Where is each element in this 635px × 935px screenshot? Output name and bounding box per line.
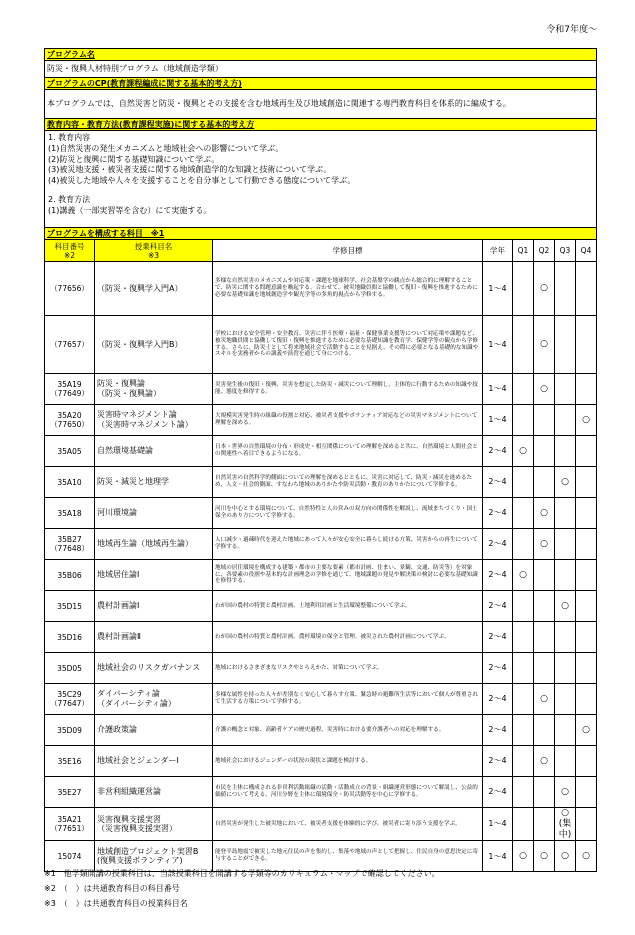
course-goal: 多様な属性を持った人々が差別なく安心して暮らす方策、緊急時の避難所生活等において個人が尊重されて生活する方策について学修する。: [213, 684, 483, 715]
course-code-main: 35A18: [57, 508, 82, 518]
course-name-main: 地域社会とジェンダーⅠ: [97, 756, 179, 766]
course-code-common: （77651）: [50, 824, 89, 834]
course-name-main: 災害復興支援実習: [97, 814, 161, 824]
course-q2: [534, 653, 555, 684]
method-line: (1)講義（一部実習等を含む）にて実施する。: [48, 205, 212, 215]
course-year: 2～4: [483, 715, 513, 746]
course-q2: [534, 405, 555, 436]
course-q4: [576, 746, 597, 777]
course-code: [45, 436, 95, 467]
course-goal: 学校における安全管理・安全教育、災害に伴う医療・福祉・保健事業支援等について対応策や課題など、被災地職員間と協働して復旧・復興を推進するために必要な基礎知識を教育学、保健学等の観点から学修する。さらに、防災士として将来地域社会で活動することを見据え、その際に必要となる基礎的な知識やスキルを実務者からの講義や演習を通じて身につける。: [213, 316, 483, 374]
course-year: 2～4: [483, 529, 513, 560]
table-row: [45, 436, 597, 467]
table-row: [45, 405, 597, 436]
program-name: 防災・復興人材特別プログラム（地域創造学類）: [45, 61, 597, 78]
course-code: [45, 746, 95, 777]
course-q2: [534, 560, 555, 591]
table-row: [45, 746, 597, 777]
course-name-common: （災害時マネジメント論）: [97, 420, 193, 429]
method-header: 教育内容・教育方法(教育課程実施)に関する基本的考え方: [45, 119, 597, 131]
program-table: [44, 48, 597, 872]
course-code-main: 35B06: [57, 570, 82, 580]
courses-header: プログラムを構成する科目 ※1: [45, 228, 597, 240]
method-line: (1)自然災害の発生メカニズムと地域社会への影響について学ぶ。: [48, 143, 284, 153]
course-code-main: 35A10: [57, 477, 82, 487]
course-q4: [576, 808, 597, 841]
course-year: 1～4: [483, 808, 513, 841]
course-q1: [513, 316, 534, 374]
note-2: ※2 （ ）は共通教育科目の科目番号: [44, 884, 180, 893]
course-q1: [513, 467, 534, 498]
course-code-common: （77647）: [50, 699, 89, 708]
course-name: [95, 316, 213, 374]
course-q1: [513, 405, 534, 436]
course-name-main: 介護政策論: [97, 725, 137, 735]
course-name-main: 防災・減災と地理学: [97, 477, 169, 487]
course-code: [45, 529, 95, 560]
course-name-main: （防災・復興学入門A）: [97, 283, 183, 293]
table-row: [45, 684, 597, 715]
course-year: 1～4: [483, 374, 513, 405]
course-goal: 地域社会におけるジェンダーの状況の現状と課題を検討する。: [213, 746, 483, 777]
course-q2: ○: [534, 529, 555, 560]
course-q3: [555, 622, 576, 653]
course-name-main: ダイバーシティ論: [97, 689, 160, 699]
course-name: [95, 715, 213, 746]
course-name: [95, 684, 213, 715]
course-q2: ○: [534, 684, 555, 715]
course-code-common: （77657）: [50, 340, 89, 349]
course-code: [45, 591, 95, 622]
course-q2: [534, 808, 555, 841]
table-row: [45, 529, 597, 560]
method-line: [48, 187, 593, 195]
course-year: 2～4: [483, 746, 513, 777]
note-3: ※3 （ ）は共通教育科目の授業科目名: [44, 899, 188, 908]
course-goal: 日本・世界の自然環境の分布・形成史・相互関係についての理解を深めると共に、自然環境と人間社会との関連性へ着目できるようになる。: [213, 436, 483, 467]
course-code-main: 35D05: [57, 663, 82, 673]
course-name-main: 地域社会のリスクガバナンス: [97, 663, 201, 673]
course-q3: [555, 374, 576, 405]
course-name-main: 地域再生論（地域再生論）: [97, 539, 193, 549]
course-code-main: 35A19: [57, 380, 82, 389]
cp-header: プログラムのCP(教育課程編成に関する基本的考え方): [45, 78, 597, 90]
course-q2: ○: [534, 498, 555, 529]
course-q1: [513, 684, 534, 715]
course-year: 1～4: [483, 405, 513, 436]
course-q4: [576, 684, 597, 715]
col-code: 科目番号 ※2: [45, 240, 95, 262]
course-q1: ○: [513, 436, 534, 467]
note-1: ※1 他学類開講の授業科目は、当該授業科目を開講する学類等のカリキュラム・マップで確認してください。: [44, 869, 440, 878]
course-code: [45, 653, 95, 684]
col-q4: Q4: [576, 240, 597, 262]
table-row: [45, 777, 597, 808]
table-row: [45, 316, 597, 374]
course-q1: [513, 715, 534, 746]
course-q4: [576, 777, 597, 808]
course-goal: 多様な自然災害のメカニズムや対応策・課題を地球科学、社会基盤学の観点から総合的に理解することで、防災に関する問題意識を喚起する。合わせて、被災地職員間と協働して復旧・復興を推進するために必要な基礎知識を地域創造学や観光学等の多角的視点から学修する。: [213, 262, 483, 316]
course-q4: [576, 498, 597, 529]
course-q3: [555, 436, 576, 467]
course-goal: 介護の概念と対象、高齢者ケアの歴史過程、災害時における要介護者への対応を理解する。: [213, 715, 483, 746]
method-text: [45, 131, 597, 228]
course-q3: [555, 684, 576, 715]
course-q3: ○: [555, 841, 576, 872]
course-q4: [576, 591, 597, 622]
course-name: [95, 777, 213, 808]
course-name: [95, 560, 213, 591]
course-goal: 大規模災害発生時の組織の役割と対応、被災者支援やボランティア対応などの災害マネジメントについて理解を深める。: [213, 405, 483, 436]
course-q3: ○: [555, 467, 576, 498]
table-row: [45, 262, 597, 316]
course-goal: 地域の居住環境を構成する建築・都市の主要な要素（都市計画、住まい、景観、交通、防災等）を対象に、各要素の役割や基本的な計画理念の学修を通じて、地域課題の発見や解決策の検討に必要な基礎知識を修得する。: [213, 560, 483, 591]
course-code-main: 35E27: [57, 787, 82, 797]
course-year: 2～4: [483, 684, 513, 715]
table-row: [45, 622, 597, 653]
course-q4: [576, 467, 597, 498]
course-name-main: 農村計画論Ⅰ: [97, 601, 140, 611]
course-q2: [534, 622, 555, 653]
course-year: 2～4: [483, 777, 513, 808]
course-code: [45, 777, 95, 808]
course-q3: [555, 316, 576, 374]
course-q2: ○: [534, 841, 555, 872]
course-q3: ○: [555, 777, 576, 808]
course-q4: [576, 374, 597, 405]
col-name: 授業科目名 ※3: [95, 240, 213, 262]
course-year: 2～4: [483, 653, 513, 684]
course-q1: ○: [513, 560, 534, 591]
course-year: 1～4: [483, 316, 513, 374]
course-q2: ○: [534, 746, 555, 777]
col-q3: Q3: [555, 240, 576, 262]
course-q2: [534, 777, 555, 808]
course-name-main: （防災・復興学入門B）: [97, 339, 183, 349]
course-q1: ○: [513, 841, 534, 872]
method-line: 2. 教育方法: [48, 194, 91, 204]
course-name-common: (復興支援ボランティア): [97, 856, 183, 866]
course-year: 2～4: [483, 591, 513, 622]
course-code: [45, 316, 95, 374]
method-line: 1. 教育内容: [48, 133, 91, 142]
course-code-main: 15074: [57, 851, 82, 861]
method-line: (2)防災と復興に関する基礎知識について学ぶ。: [48, 154, 220, 164]
course-name: [95, 498, 213, 529]
course-q2: [534, 591, 555, 622]
program-name-header: プログラム名: [45, 49, 597, 61]
course-q3: [555, 262, 576, 316]
course-goal: 自然災害が発生した被災地において、被災者支援を体験的に学び、被災者に寄り添う支援を学ぶ。: [213, 808, 483, 841]
cp-text: 本プログラムでは、自然災害と防災・復興とその支援を含む地域再生及び地域創造に関連する専門教育科目を体系的に編成する。: [45, 90, 597, 119]
course-name: [95, 622, 213, 653]
course-name-main: 農村計画論Ⅱ: [97, 632, 141, 642]
course-code-main: 35E16: [57, 756, 82, 766]
course-name: [95, 808, 213, 841]
course-goal: 人口減少・過疎時代を迎えた地域にあって人々が安心安全に暮らし続ける方策、災害からの再生について学修する。: [213, 529, 483, 560]
course-name: [95, 529, 213, 560]
course-code-main: 35D15: [57, 601, 82, 611]
course-q3: [555, 529, 576, 560]
course-q1: [513, 653, 534, 684]
course-name: [95, 591, 213, 622]
table-row: [45, 591, 597, 622]
course-year: 1～4: [483, 841, 513, 872]
course-code: [45, 715, 95, 746]
course-name: [95, 262, 213, 316]
course-goal: 能登半島地震で被災した地元住民の声を集約し、集落や地域の声として把握し、住民自身の意思決定に寄与することができる。: [213, 841, 483, 872]
course-year: 2～4: [483, 498, 513, 529]
year-label: 令和7年度～: [546, 25, 597, 35]
course-goal: わが国の農村の特質と農村計画、農村環境の保全と管理、被災された農村計画について学ぶ。: [213, 622, 483, 653]
table-row: [45, 808, 597, 841]
course-code-main: 35D16: [57, 632, 82, 642]
course-year: 2～4: [483, 560, 513, 591]
course-code-common: （77650）: [50, 420, 89, 429]
course-year: 2～4: [483, 467, 513, 498]
course-name-main: 非営利組織運営論: [97, 787, 161, 797]
course-code: [45, 808, 95, 841]
course-name-main: 地域創造プロジェクト実習B: [97, 846, 199, 856]
course-q4: ○: [576, 841, 597, 872]
course-q1: [513, 622, 534, 653]
course-q1: [513, 529, 534, 560]
course-q3: [555, 715, 576, 746]
course-q1: [513, 262, 534, 316]
notes: [44, 866, 440, 911]
course-code: [45, 405, 95, 436]
course-code-common: （77648）: [50, 544, 89, 553]
course-q1: [513, 746, 534, 777]
course-q3: [555, 653, 576, 684]
col-year: 学年: [483, 240, 513, 262]
course-code: [45, 560, 95, 591]
course-code-common: （77649）: [50, 389, 89, 398]
course-goal: 地域におけるさまざまなリスクやとらえかた、対策について学ぶ。: [213, 653, 483, 684]
course-q4: ○: [576, 715, 597, 746]
course-code-main: 35A21: [57, 815, 82, 825]
method-line: (3)被災地支援・被災者支援に関する地域創造学的な知識と技術について学ぶ。: [48, 165, 332, 175]
course-name: [95, 467, 213, 498]
course-name-common: （災害復興支援実習）: [97, 824, 177, 834]
course-q2: ○: [534, 374, 555, 405]
course-code-main: 35C29: [57, 690, 82, 699]
course-code: [45, 622, 95, 653]
table-row: [45, 715, 597, 746]
course-code: [45, 498, 95, 529]
course-q3: [555, 405, 576, 436]
table-row: [45, 467, 597, 498]
course-name-main: 災害時マネジメント論: [97, 410, 177, 420]
course-q2: ○: [534, 316, 555, 374]
course-code: [45, 467, 95, 498]
table-row: [45, 498, 597, 529]
course-goal: 河川を中心とする環境について、自然特性と人の営みの双方向の関係性を解説し、流域まちづくり・国土保全のあり方について学修する。: [213, 498, 483, 529]
course-q3: [555, 560, 576, 591]
course-q3: [555, 498, 576, 529]
course-q2: [534, 467, 555, 498]
table-row: [45, 653, 597, 684]
course-code: [45, 374, 95, 405]
course-q4: [576, 316, 597, 374]
course-q2: [534, 436, 555, 467]
course-q1: [513, 591, 534, 622]
course-q4: [576, 560, 597, 591]
course-q4: [576, 622, 597, 653]
course-code-main: 35A05: [57, 446, 82, 456]
course-name: [95, 405, 213, 436]
col-q1: Q1: [513, 240, 534, 262]
course-year: 2～4: [483, 436, 513, 467]
course-q1: [513, 808, 534, 841]
col-q2: Q2: [534, 240, 555, 262]
course-name: [95, 436, 213, 467]
course-name-main: 河川環境論: [97, 508, 137, 518]
course-name-main: 地域居住論Ⅰ: [97, 570, 140, 580]
course-code-main: 35B27: [57, 535, 82, 544]
course-name: [95, 374, 213, 405]
course-q4: [576, 529, 597, 560]
course-name-common: （ダイバーシティ論）: [97, 699, 176, 708]
course-name-common: （防災・復興論）: [97, 389, 161, 398]
course-code-main: 35A20: [57, 411, 82, 420]
course-code-common: （77656）: [50, 284, 89, 293]
course-name: [95, 746, 213, 777]
course-goal: 自然災害の自然科学的側面についての理解を深めるとともに、災害に対応して、防災・減災を進めるため、人文・社会的側面、すなわち地域のありかたや防災活動・教育のありかたについて学修する。: [213, 467, 483, 498]
course-q3: [555, 746, 576, 777]
table-row: [45, 560, 597, 591]
course-q4: [576, 653, 597, 684]
course-q1: [513, 777, 534, 808]
col-goal: 学修目標: [213, 240, 483, 262]
method-line: (4)被災した地域や人々を支援することを自分事として行動できる態度について学ぶ。: [48, 176, 356, 186]
course-q4: [576, 262, 597, 316]
course-goal: 災害発生後の復旧・復興、災害を想定した防災・減災について理解し、主体的に行動するための知識や技能、態度を修得する。: [213, 374, 483, 405]
course-code: [45, 684, 95, 715]
course-year: 1～4: [483, 262, 513, 316]
course-q3: ○: [555, 591, 576, 622]
course-goal: 市民を主体に構成される非営利活動組織の活動・活動成立の背景・組織運営形態について解説し、公益的価値について考える。河川分野を主体に環境保全・防災活動等を中心に学修する。: [213, 777, 483, 808]
course-q3: ○ (集中): [555, 808, 576, 841]
course-q2: [534, 715, 555, 746]
course-code: [45, 262, 95, 316]
course-name-main: 防災・復興論: [97, 379, 145, 389]
course-q1: [513, 498, 534, 529]
course-code-main: 35D09: [57, 725, 82, 735]
course-name-main: 自然環境基礎論: [97, 446, 153, 456]
course-name: [95, 653, 213, 684]
course-q4: [576, 436, 597, 467]
course-goal: わが国の農村の特質と農村計画、土地利用計画と生活環境整備について学ぶ。: [213, 591, 483, 622]
course-q2: ○: [534, 262, 555, 316]
table-row: [45, 374, 597, 405]
course-q1: [513, 374, 534, 405]
course-year: 2～4: [483, 622, 513, 653]
course-q4: ○: [576, 405, 597, 436]
